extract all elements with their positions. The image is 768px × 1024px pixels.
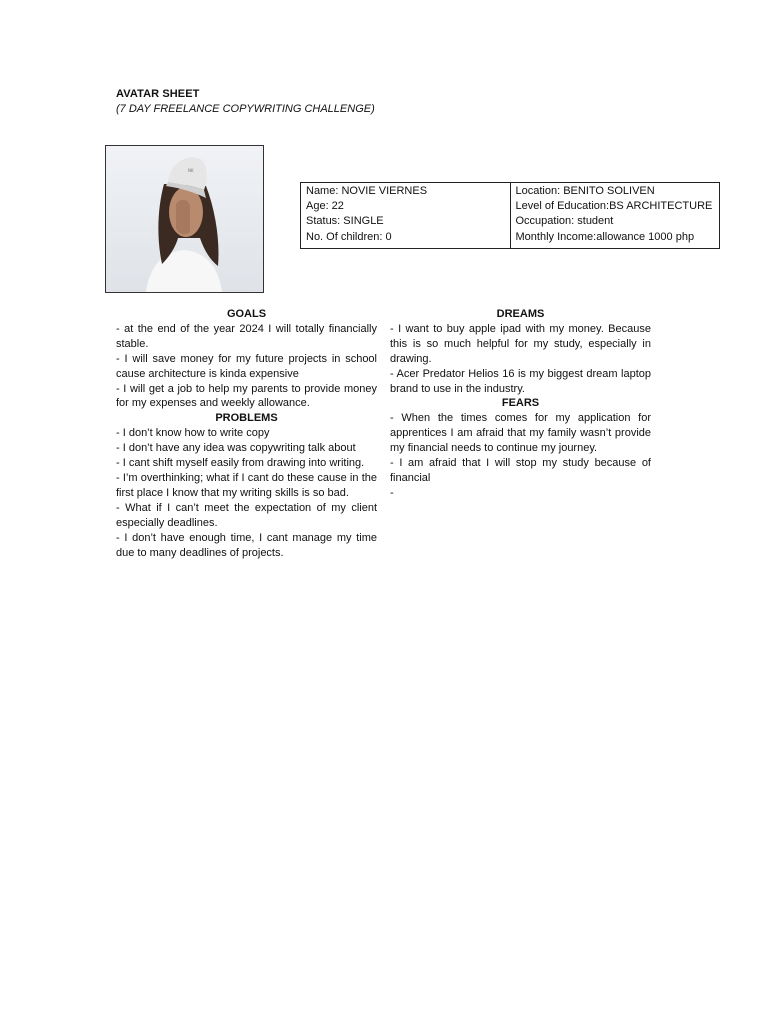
profile-info-table bbox=[300, 182, 720, 249]
fears-heading: FEARS bbox=[501, 397, 540, 410]
profile-age: Age: 22 bbox=[306, 200, 344, 213]
problem-item: - I don’t have enough time, I cant manage my time due to many deadlines of projects. bbox=[116, 531, 377, 559]
fear-item: - When the times comes for my application for apprentices I am afraid that my family wasn’t provide my financial needs to continue my journey. bbox=[390, 412, 651, 455]
goal-item: - I will get a job to help my parents to provide money for my expenses and weekly allowance. bbox=[116, 382, 377, 410]
svg-text:NK: NK bbox=[188, 168, 194, 173]
document-subtitle: (7 DAY FREELANCE COPYWRITING CHALLENGE) bbox=[116, 103, 375, 115]
avatar-photo-illustration bbox=[106, 146, 263, 292]
problem-item: - What if I can’t meet the expectation of my client especially deadlines. bbox=[116, 501, 377, 529]
avatar-photo bbox=[105, 145, 264, 293]
dream-item: - I want to buy apple ipad with my money. Because this is so much helpful for my study, especially in drawing. bbox=[390, 322, 651, 365]
problem-item: - I don’t know how to write copy bbox=[116, 427, 270, 440]
profile-status: Status: SINGLE bbox=[306, 215, 384, 228]
dreams-heading: DREAMS bbox=[496, 308, 545, 320]
profile-right-cell bbox=[510, 183, 720, 249]
goal-item: - at the end of the year 2024 I will totally financially stable. bbox=[116, 322, 377, 350]
problem-item: - I’m overthinking; what if I cant do these cause in the first place I know that my writing skills is so bad. bbox=[116, 471, 377, 499]
problems-heading: PROBLEMS bbox=[215, 412, 278, 425]
fear-item: - bbox=[390, 486, 394, 499]
goal-item: - I will save money for my future projects in school cause architecture is kinda expensive bbox=[116, 352, 377, 380]
profile-income: Monthly Income:allowance 1000 php bbox=[515, 230, 695, 243]
problem-item: - I cant shift myself easily from drawing into writing. bbox=[116, 457, 365, 470]
profile-education: Level of Education:BS ARCHITECTURE bbox=[515, 200, 713, 213]
profile-children: No. Of children: 0 bbox=[306, 230, 392, 243]
problem-item: - I don’t have any idea was copywriting talk about bbox=[116, 442, 356, 455]
fear-item: - I am afraid that I will stop my study because of financial bbox=[390, 457, 651, 484]
profile-name: Name: NOVIE VIERNES bbox=[306, 185, 428, 197]
profile-left-cell bbox=[301, 183, 511, 249]
left-column bbox=[116, 307, 377, 560]
profile-location: Location: BENITO SOLIVEN bbox=[515, 185, 655, 197]
profile-occupation: Occupation: student bbox=[515, 215, 614, 228]
dream-item: - Acer Predator Helios 16 is my biggest dream laptop brand to use in the industry. bbox=[390, 367, 651, 395]
goals-heading: GOALS bbox=[226, 308, 267, 320]
document-title: AVATAR SHEET bbox=[116, 88, 200, 100]
right-column bbox=[390, 307, 651, 501]
